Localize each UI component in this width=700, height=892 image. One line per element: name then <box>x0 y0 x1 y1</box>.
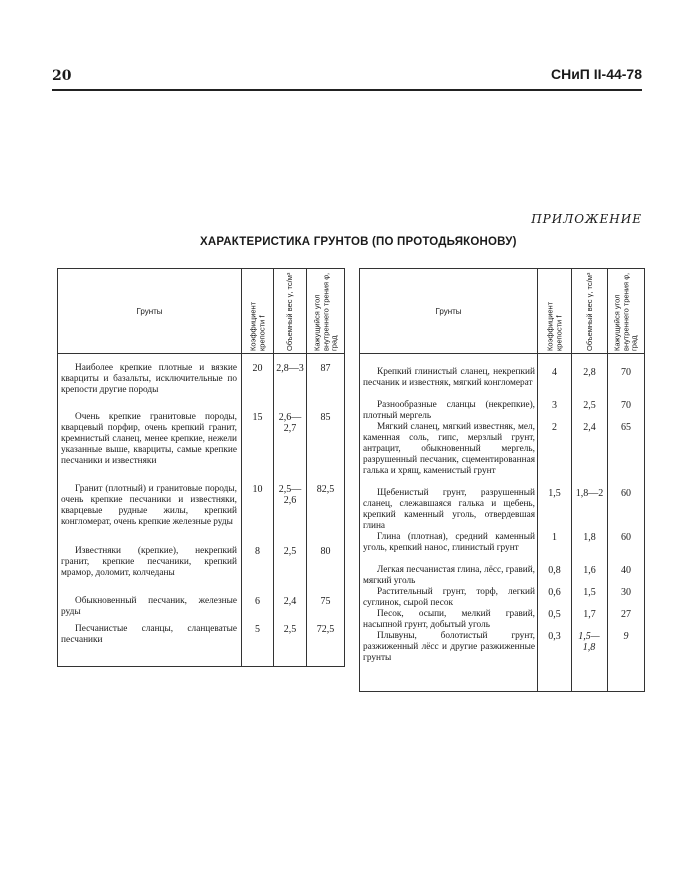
weight-cell: 2,5—2,6 <box>278 484 302 506</box>
weight-cell: 2,4 <box>283 596 297 607</box>
angle-cell: 30 <box>621 587 631 598</box>
soil-cell: Гранит (плотный) и гранитовые породы, очень крепкие песчаники и известняки, кварцевые рудные жилы, крепкий конгломерат, очень крепкие железные руды <box>61 484 237 527</box>
appendix-label: ПРИЛОЖЕНИЕ <box>531 212 642 226</box>
soil-cell: Глина (плотная), средний каменный уголь, крепкий нанос, глинистый грунт <box>363 532 535 553</box>
soil-cell: Крепкий глинистый сланец, некрепкий песчаник и известняк, мягкий конгломерат <box>363 367 535 388</box>
strength-cell: 0,3 <box>548 631 561 642</box>
angle-cell: 72,5 <box>316 624 335 635</box>
angle-cell: 80 <box>320 546 331 557</box>
soil-cell: Легкая песчанистая глина, лёсс, гравий, мягкий уголь <box>363 565 535 586</box>
soil-cell: Обыкновенный песчаник, железные руды <box>61 596 237 617</box>
weight-cell: 2,5 <box>283 624 297 635</box>
angle-cell: 82,5 <box>316 484 335 495</box>
weight-cell: 1,6 <box>583 565 596 576</box>
weight-cell: 2,6—2,7 <box>278 412 302 434</box>
strength-cell: 8 <box>255 546 260 557</box>
weight-cell: 1,8 <box>583 532 596 543</box>
weight-cell: 1,5 <box>583 587 596 598</box>
soil-cell: Мягкий сланец, мягкий известняк, мел, каменная соль, гипс, мерзлый грунт, антрацит, обыкновенный мергель, разрушенный песчаник, сцементированная галька и хрящ, каменистый грунт <box>363 422 535 476</box>
weight-cell: 1,8—2 <box>575 488 604 499</box>
soil-table-right <box>359 268 645 692</box>
weight-cell: 2,5 <box>283 546 297 557</box>
angle-cell: 75 <box>320 596 331 607</box>
soil-cell: Плывуны, болотистый грунт, разжиженный лёсс и другие разжиженные грунты <box>363 631 535 663</box>
strength-cell: 10 <box>252 484 263 495</box>
strength-cell: 2 <box>552 422 557 433</box>
soil-cell: Известняки (крепкие), некрепкий гранит, крепкие песчаники, крепкий мрамор, доломит, колчеданы <box>61 546 237 578</box>
strength-cell: 6 <box>255 596 260 607</box>
angle-cell: 65 <box>621 422 631 433</box>
strength-cell: 0,5 <box>548 609 561 620</box>
soil-cell: Разнообразные сланцы (некрепкие), плотный мергель <box>363 400 535 421</box>
table-title: ХАРАКТЕРИСТИКА ГРУНТОВ (ПО ПРОТОДЬЯКОНОВУ) <box>200 236 517 248</box>
angle-cell: 70 <box>621 367 631 378</box>
weight-cell: 2,4 <box>583 422 596 433</box>
soil-table-left <box>57 268 345 667</box>
strength-cell: 1,5 <box>548 488 561 499</box>
header-rule <box>52 89 642 91</box>
header-strength: Коэффициент крепости f <box>248 301 266 351</box>
angle-cell: 60 <box>621 532 631 543</box>
soil-cell: Очень крепкие гранитовые породы, кварцевый порфир, очень крепкий гранит, кремнистый сланец, менее крепкие, нежели указанные выше, кварциты, самые крепкие песчаники и известняки <box>61 412 237 466</box>
strength-cell: 0,6 <box>548 587 561 598</box>
strength-cell: 5 <box>255 624 260 635</box>
weight-cell: 2,5 <box>583 400 596 411</box>
header-separator <box>360 353 644 354</box>
header-weight: Объемный вес γ, тс/м³ <box>284 272 294 351</box>
header-angle: Кажущийся угол внутреннего трения φ, град <box>311 272 338 351</box>
header-soil: Грунты <box>136 306 163 316</box>
soil-cell: Песок, осыпи, мелкий гравий, насыпной грунт, добытый уголь <box>363 609 535 630</box>
header-strength: Коэффициент крепости f <box>545 301 563 351</box>
strength-cell: 20 <box>252 363 263 374</box>
weight-cell: 1,7 <box>583 609 596 620</box>
soil-cell: Наиболее крепкие плотные и вязкие кварциты и базальты, исключительные по крепости другие породы <box>61 363 237 395</box>
weight-cell: 1,5—1,8 <box>578 631 600 653</box>
strength-cell: 3 <box>552 400 557 411</box>
page-number: 20 <box>52 68 72 84</box>
soil-cell: Песчанистые сланцы, сланцеватые песчаники <box>61 624 237 645</box>
soil-cell: Растительный грунт, торф, легкий суглинок, сырой песок <box>363 587 535 608</box>
strength-cell: 15 <box>252 412 263 423</box>
header-angle: Кажущийся угол внутреннего трения φ, град <box>612 272 639 351</box>
angle-cell: 85 <box>320 412 331 423</box>
header-weight: Объемный вес γ, тс/м³ <box>584 272 594 351</box>
weight-cell: 2,8—3 <box>276 363 304 374</box>
header-soil: Грунты <box>435 306 462 316</box>
angle-cell: 87 <box>320 363 331 374</box>
angle-cell: 27 <box>621 609 631 620</box>
weight-cell: 2,8 <box>583 367 596 378</box>
angle-cell: 60 <box>621 488 631 499</box>
soil-cell: Щебенистый грунт, разрушенный сланец, слежавшаяся галька и щебень, крепкий каменный уголь, отвердевшая глина <box>363 488 535 531</box>
document-code: СНиП II-44-78 <box>550 66 642 82</box>
header-separator <box>58 353 344 354</box>
angle-cell: 9 <box>623 631 629 642</box>
angle-cell: 70 <box>621 400 631 411</box>
strength-cell: 0,8 <box>548 565 561 576</box>
angle-cell: 40 <box>621 565 631 576</box>
strength-cell: 1 <box>552 532 557 543</box>
strength-cell: 4 <box>552 367 557 378</box>
